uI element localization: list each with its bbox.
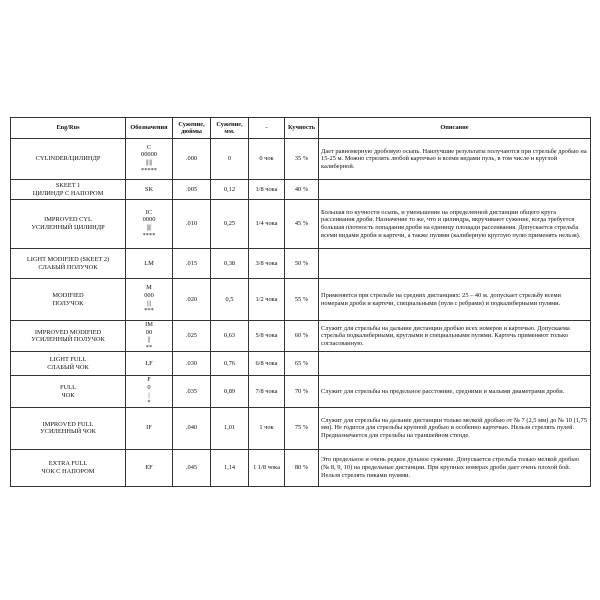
choke-mark-line: LF: [145, 360, 153, 368]
choke-description: Служит для стрельбы на дальние дистанции дробью всех номеров и картечью. Допускаема стрельба подкалиберными, круглыми и специальными пулями. Картечь применяют только согласованную.: [319, 321, 591, 352]
choke-mark: [126, 407, 173, 449]
choke-fraction: 7/8 чока: [249, 376, 285, 407]
choke-name-line: MODIFIED: [52, 291, 84, 299]
table-row: [11, 279, 591, 321]
choke-mark: [126, 139, 173, 180]
choke-inch: .025: [173, 321, 211, 352]
choke-mark-line: C: [146, 143, 152, 151]
choke-fraction: 3/8 чока: [249, 249, 285, 279]
choke-name-line: CYLINDER/ЦИЛИНДР: [35, 155, 101, 163]
choke-mark-line: 0: [147, 383, 151, 391]
header-description: Описание: [319, 118, 591, 139]
choke-fraction: 1 1/8 чока: [249, 449, 285, 486]
choke-name-line: LIGHT FULL: [49, 356, 87, 364]
table-row: [11, 249, 591, 279]
choke-name-line: УСИЛЕННЫЙ ПОЛУЧОК: [31, 336, 105, 344]
choke-inch: .020: [173, 279, 211, 321]
choke-table: [10, 117, 591, 487]
choke-fraction: 1/2 чока: [249, 279, 285, 321]
choke-mark-line: ***: [144, 307, 154, 315]
choke-efficiency: 80 %: [285, 449, 319, 486]
table-row: [11, 352, 591, 376]
choke-efficiency: 65 %: [285, 352, 319, 376]
choke-description: [319, 352, 591, 376]
choke-description: Служит для стрельбы на предельное расстояние, средними и малыми диаметрами дроби.: [319, 376, 591, 407]
choke-name-line: СЛАБЫЙ ПОЛУЧОК: [38, 263, 98, 271]
choke-name-line: FULL: [60, 383, 76, 391]
header-inch: Сужение, дюймы: [173, 118, 211, 139]
choke-mm: 0,25: [211, 200, 249, 249]
choke-mark: [126, 200, 173, 249]
choke-mark-line: ||||: [146, 224, 152, 231]
choke-mm: 0,89: [211, 376, 249, 407]
header-row: [11, 118, 591, 139]
choke-mm: 0,63: [211, 321, 249, 352]
choke-efficiency: 50 %: [285, 249, 319, 279]
choke-efficiency: 60 %: [285, 321, 319, 352]
choke-mark-line: EF: [145, 463, 153, 471]
choke-name: [11, 200, 126, 249]
choke-fraction: 0 чок: [249, 139, 285, 180]
choke-efficiency: 40 %: [285, 180, 319, 200]
choke-inch: .035: [173, 376, 211, 407]
choke-name-line: ЧОК С НАПОРОМ: [41, 467, 95, 475]
choke-name-line: УСИЛЕННЫЙ ЦИЛИНДР: [31, 224, 105, 231]
choke-mark-line: LM: [144, 259, 154, 267]
choke-inch: .000: [173, 139, 211, 180]
choke-mark: [126, 376, 173, 407]
choke-mark: [126, 279, 173, 321]
choke-mark: [126, 180, 173, 200]
choke-efficiency: 70 %: [285, 376, 319, 407]
choke-mark-line: IM: [145, 321, 153, 328]
choke-mark: [126, 449, 173, 486]
choke-mm: 0,76: [211, 352, 249, 376]
table-row: [11, 376, 591, 407]
choke-name: [11, 352, 126, 376]
choke-description: Большая по кучности осыпь, и уменьшение на определенной дистанции общего круга рассеивания дроби. Назначение то же, что и цилиндра, вкручивают сужение, когда требуется большая плотность попадания дроби на единицу площади рассеивания. Допускается стрельба всеми видами дроби и картечи, а также пулями (калиберную круглую пулю применять нельзя).: [319, 200, 591, 249]
choke-mark-line: **: [145, 343, 153, 351]
choke-name-line: IMPROVED CYL: [44, 216, 92, 224]
choke-inch: .005: [173, 180, 211, 200]
choke-name-line: SKEET 1: [55, 181, 81, 189]
choke-inch: .045: [173, 449, 211, 486]
choke-name-line: ЧОК: [61, 391, 75, 399]
choke-name-line: ЦИЛИНДР С НАПОРОМ: [32, 189, 104, 197]
choke-mark-line: *****: [141, 166, 157, 174]
choke-name: [11, 279, 126, 321]
choke-name: [11, 180, 126, 200]
choke-mark-line: |: [148, 391, 150, 399]
choke-mark: [126, 321, 173, 352]
table-row: [11, 139, 591, 180]
choke-efficiency: 45 %: [285, 200, 319, 249]
choke-name-line: LIGHT MODIFIED (SKEET 2): [26, 255, 110, 263]
choke-mm: 0,5: [211, 279, 249, 321]
choke-name-line: СЛАБЫЙ ЧОК: [47, 363, 89, 371]
choke-description: Это предельное и очень редкое дульное сужение. Допускается стрельба только мелкой дробью (№ 8, 9, 10) на предельные дистанции. При крупных номерах дроби дает очень плохой бой. Нельзя стрелять пиками пулями.: [319, 449, 591, 486]
choke-mark-line: M: [146, 284, 152, 292]
choke-mm: 0,38: [211, 249, 249, 279]
choke-fraction: 1/4 чока: [249, 200, 285, 249]
choke-name-line: УСИЛЕННЫЙ ЧОК: [40, 428, 96, 436]
choke-mark-line: SK: [144, 185, 154, 193]
choke-mm: 1,14: [211, 449, 249, 486]
choke-efficiency: 75 %: [285, 407, 319, 449]
choke-mark-line: ||: [147, 336, 151, 344]
choke-mm: 0: [211, 139, 249, 180]
choke-name: [11, 407, 126, 449]
choke-name: [11, 376, 126, 407]
choke-fraction: 1/8 чока: [249, 180, 285, 200]
header-mark: Обозначения: [126, 118, 173, 139]
table-row: [11, 180, 591, 200]
choke-description: [319, 180, 591, 200]
choke-name: [11, 139, 126, 180]
choke-description: Дает равномерную дробовую осыпь. Наилучшие результаты получаются при стрельбе дробью на 15-25 м. Можно стрелять любой картечью и всеми видами пуль, в том числе и круглой калиберной.: [319, 139, 591, 180]
table-row: [11, 449, 591, 486]
choke-description: [319, 249, 591, 279]
table-row: [11, 200, 591, 249]
choke-name: [11, 321, 126, 352]
choke-inch: .010: [173, 200, 211, 249]
choke-inch: .040: [173, 407, 211, 449]
choke-inch: .015: [173, 249, 211, 279]
choke-efficiency: 35 %: [285, 139, 319, 180]
header-mm: Сужение, мм.: [211, 118, 249, 139]
choke-name-line: IMPROVED MODIFIED: [34, 328, 102, 336]
choke-mark-line: IF: [146, 424, 152, 432]
choke-mark-line: *: [147, 399, 151, 407]
choke-fraction: 1 чок: [249, 407, 285, 449]
choke-mark-line: ****: [142, 231, 156, 239]
header-efficiency: Кучность: [285, 118, 319, 139]
header-name: Eng/Rus: [11, 118, 126, 139]
table-row: [11, 321, 591, 352]
choke-name: [11, 449, 126, 486]
choke-mark-line: |||||: [145, 159, 153, 166]
choke-name: [11, 249, 126, 279]
choke-mark-line: 0000: [142, 216, 156, 224]
choke-fraction: 5/8 чока: [249, 321, 285, 352]
choke-mark-line: 000: [144, 291, 154, 299]
choke-mark: [126, 249, 173, 279]
choke-inch: .030: [173, 352, 211, 376]
choke-name-line: EXTRA FULL: [48, 460, 88, 468]
choke-name-line: IMPROVED FULL: [42, 420, 94, 428]
choke-description: Применяется при стрельбе на средних дистанциях: 25 – 40 м. допускает стрельбу всеми номерами дроби и картечи, специальными (пуля с ребрами) и подкалиберными пулями.: [319, 279, 591, 321]
choke-mm: 0,12: [211, 180, 249, 200]
choke-fraction: 6/8 чока: [249, 352, 285, 376]
table-row: [11, 407, 591, 449]
choke-description: Служит для стрельбы на дальние дистанции только мелкой дробью от № 7 (2,5 мм) до № 10 (1,75 мм). Не годится для стрельбы крупной дробью и особенно картечью. Нельзя стрелять пулей. Предназначается для стрельбы на траншейном стенде.: [319, 407, 591, 449]
choke-mm: 1,01: [211, 407, 249, 449]
choke-efficiency: 55 %: [285, 279, 319, 321]
choke-mark-line: IC: [145, 208, 153, 216]
choke-mark-line: 00: [145, 328, 153, 336]
choke-mark-line: 00000: [141, 151, 157, 159]
choke-mark-line: F: [147, 376, 151, 384]
choke-name-line: ПОЛУЧОК: [52, 299, 84, 307]
choke-mark: [126, 352, 173, 376]
choke-mark-line: |||: [147, 299, 151, 307]
header-fraction: -: [249, 118, 285, 139]
